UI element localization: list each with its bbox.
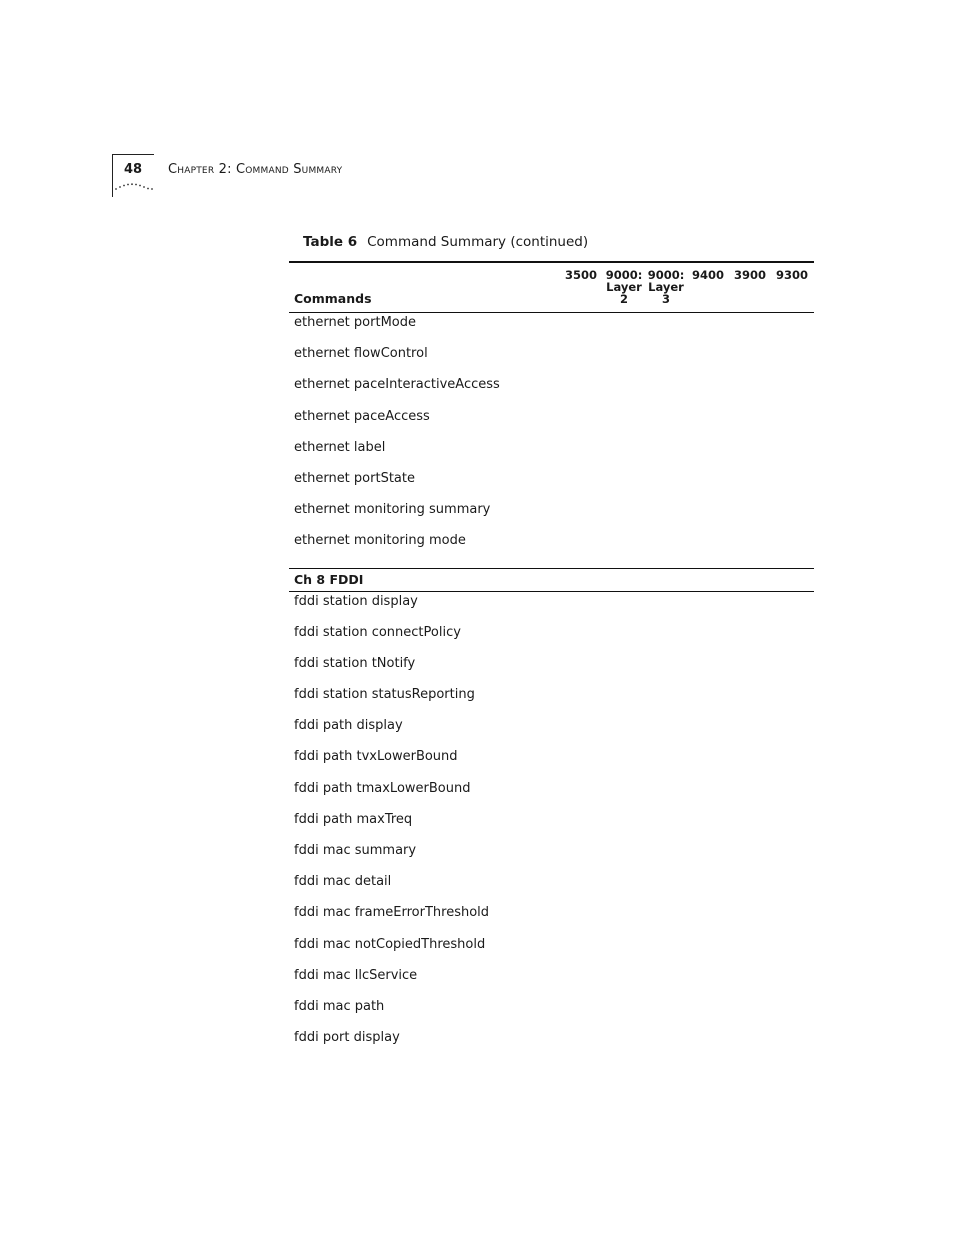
table-row [289,313,814,344]
table-row [289,810,814,841]
command-name: fddi station display [294,593,418,609]
table-row [289,747,814,778]
command-name: fddi mac detail [294,874,392,890]
table-caption [303,234,588,250]
table-row [289,531,814,562]
table-caption-label: Table 6 [303,234,358,250]
table-row [289,654,814,685]
column-header-3900: 3900 [733,268,766,282]
column-header-9000-layer2: 9000: Layer 2 [605,268,643,306]
command-name: fddi mac llcService [294,967,418,983]
table-row [289,438,814,469]
header-horizontal-rule [112,154,154,155]
command-table [289,261,814,1059]
command-name: ethernet paceInteractiveAccess [294,377,500,393]
table-row [289,375,814,406]
command-name: fddi path tvxLowerBound [294,749,458,765]
command-name: fddi path tmaxLowerBound [294,780,471,796]
chapter-title: Chapter 2: Command Summary [168,162,343,177]
command-name: fddi station tNotify [294,655,416,671]
command-name: ethernet portState [294,470,415,486]
commands-column-header: Commands [294,291,372,306]
table-header-row [289,263,814,312]
table-row [289,872,814,903]
command-name: ethernet portMode [294,315,416,330]
table-row [289,592,814,623]
column-header-3500: 3500 [564,268,597,282]
fddi-command-list [289,592,814,1060]
table-row [289,344,814,375]
table-row [289,935,814,966]
table-row [289,1028,814,1059]
ethernet-command-list [289,313,814,563]
command-name: ethernet paceAccess [294,408,430,424]
command-name: fddi path maxTreq [294,811,413,827]
command-name: ethernet flowControl [294,346,428,362]
command-name: fddi port display [294,1030,400,1046]
page-number: 48 [124,162,143,177]
column-header-9000-layer3: 9000: Layer 3 [647,268,685,306]
table-row [289,966,814,997]
table-row [289,779,814,810]
command-name: fddi mac path [294,998,385,1014]
command-name: ethernet monitoring mode [294,533,466,549]
command-name: ethernet monitoring summary [294,502,491,518]
command-name: fddi mac notCopiedThreshold [294,936,486,952]
table-row [289,997,814,1028]
table-row [289,623,814,654]
command-name: fddi mac summary [294,843,417,858]
table-caption-text: Command Summary (continued) [367,234,589,250]
column-header-9300: 9300 [775,268,808,282]
command-name: fddi path display [294,718,403,734]
page-header [112,154,372,198]
table-row [289,903,814,934]
table-row [289,841,814,872]
section-header-fddi: Ch 8 FDDI [294,571,364,587]
table-row [289,407,814,438]
column-header-9400: 9400 [691,268,724,282]
command-name: fddi station statusReporting [294,687,475,703]
header-vertical-rule [112,154,113,197]
table-row [289,685,814,716]
command-name: fddi mac frameErrorThreshold [294,905,490,921]
command-name: ethernet label [294,439,386,455]
table-row [289,716,814,747]
table-row [289,500,814,531]
command-name: fddi station connectPolicy [294,624,461,640]
table-row [289,469,814,500]
dotted-arc-icon [115,182,155,192]
